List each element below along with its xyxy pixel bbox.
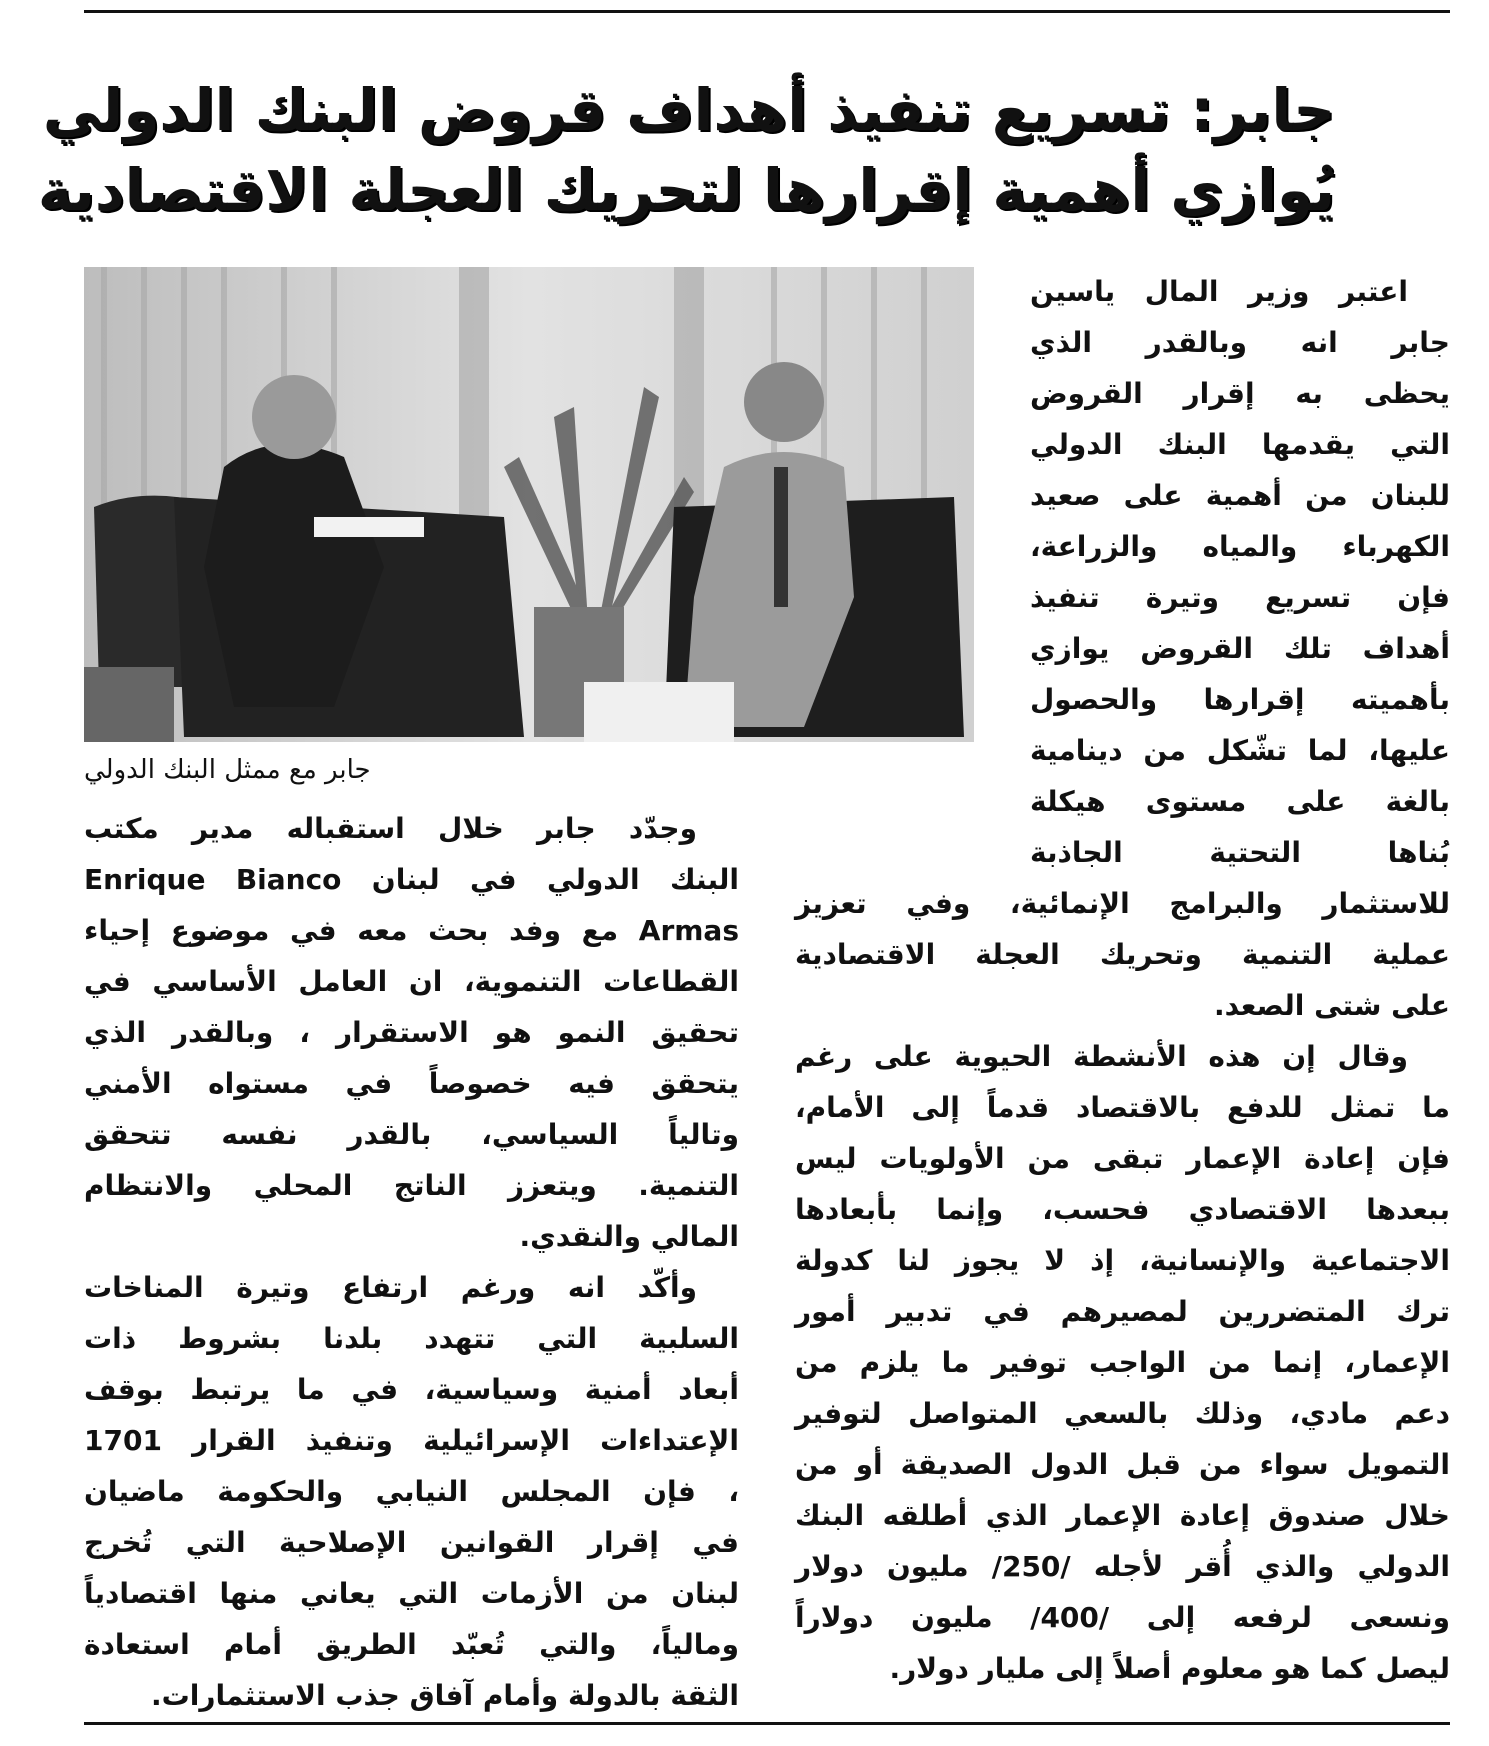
text-line: التنمية. ويتعزز الناتج المحلي والانتظام (84, 1169, 739, 1202)
text-line: الإعمار، إنما من الواجب توفير ما يلزم من (795, 1346, 1450, 1379)
headline-line-2: يُوازي أهمية إقرارها لتحريك العجلة الاقتصادية (37, 156, 1335, 224)
text-line: المالي والنقدي. (519, 1220, 739, 1253)
text-line: الثقة بالدولة وأمام آفاق جذب الاستثمارات. (151, 1679, 739, 1712)
text-line: بُناها التحتية الجاذبة (1030, 836, 1450, 869)
text-line: Armas مع وفد بحث معه في موضوع إحياء (84, 914, 739, 947)
text-line: يحظى به إقرار القروض (1030, 377, 1450, 410)
text-line: تحقيق النمو هو الاستقرار ، وبالقدر الذي (84, 1016, 739, 1049)
text-line: ونسعى لرفعه إلى /400/ مليون دولاراً (795, 1601, 1450, 1634)
text-line: التمويل سواء من قبل الدول الصديقة أو من (795, 1448, 1450, 1481)
text-line: ومالياً، والتي تُعبّد الطريق أمام استعادة (84, 1628, 739, 1661)
text-line: لبنان من الأزمات التي يعاني منها اقتصادياً (84, 1577, 739, 1610)
text-line: جابر انه وبالقدر الذي (1030, 326, 1450, 359)
text-line: ما تمثل للدفع بالاقتصاد قدماً إلى الأمام، (795, 1091, 1450, 1124)
text-line: ، فإن المجلس النيابي والحكومة ماضيان (84, 1475, 739, 1508)
text-line: وتالياً السياسي، بالقدر نفسه تتحقق (84, 1118, 739, 1151)
text-line: السلبية التي تتهدد بلدنا بشروط ذات (84, 1322, 739, 1355)
right-column-bottom (795, 878, 1450, 1694)
text-line: أهداف تلك القروض يوازي (1030, 632, 1450, 665)
article-photo (84, 267, 974, 742)
text-line: القطاعات التنموية، ان العامل الأساسي في (84, 965, 739, 998)
text-line: وجدّد جابر خلال استقباله مدير مكتب (84, 812, 697, 845)
text-line: وقال إن هذه الأنشطة الحيوية على رغم (795, 1040, 1408, 1073)
meeting-photo-image (84, 267, 974, 742)
text-line: الإعتداءات الإسرائيلية وتنفيذ القرار 1701 (84, 1424, 739, 1457)
text-line: عليها، لما تشّكل من دينامية (1030, 734, 1450, 767)
headline (37, 70, 1335, 230)
text-line: الدولي والذي أُقر لأجله /250/ مليون دولار (795, 1550, 1450, 1583)
text-line: على شتى الصعد. (1214, 989, 1450, 1022)
text-line: يتحقق فيه خصوصاً في مستواه الأمني (84, 1067, 739, 1100)
left-column (84, 803, 739, 1721)
right-column-top (1030, 266, 1450, 878)
text-line: خلال صندوق إعادة الإعمار الذي أطلقه البنك (795, 1499, 1450, 1532)
text-line: الاجتماعية والإنسانية، إذ لا يجوز لنا كدولة (795, 1244, 1450, 1277)
text-line: دعم مادي، وذلك بالسعي المتواصل لتوفير (795, 1397, 1450, 1430)
text-line: وأكّد انه ورغم ارتفاع وتيرة المناخات (84, 1271, 697, 1304)
photo-caption (84, 752, 974, 788)
text-line: فإن تسريع وتيرة تنفيذ (1030, 581, 1450, 614)
text-line: عملية التنمية وتحريك العجلة الاقتصادية (795, 938, 1450, 971)
bottom-rule (84, 1722, 1450, 1725)
text-line: الكهرباء والمياه والزراعة، (1030, 530, 1450, 563)
text-line: التي يقدمها البنك الدولي (1030, 428, 1450, 461)
photo-caption-text: جابر مع ممثل البنك الدولي (84, 755, 371, 785)
text-line: فإن إعادة الإعمار تبقى من الأولويات ليس (795, 1142, 1450, 1175)
text-line: بأهميته إقرارها والحصول (1030, 683, 1450, 716)
text-line: اعتبر وزير المال ياسين (1030, 275, 1408, 308)
headline-line-1: جابر: تسريع تنفيذ أهداف قروض البنك الدولي (42, 76, 1335, 144)
text-line: البنك الدولي في لبنان Enrique Bianco (84, 863, 739, 896)
text-line: في إقرار القوانين الإصلاحية التي تُخرج (84, 1526, 739, 1559)
text-line: للاستثمار والبرامج الإنمائية، وفي تعزيز (795, 887, 1450, 920)
text-line: ليصل كما هو معلوم أصلاً إلى مليار دولار. (889, 1652, 1450, 1685)
text-line: أبعاد أمنية وسياسية، في ما يرتبط بوقف (84, 1373, 739, 1406)
top-rule (84, 10, 1450, 13)
text-line: بالغة على مستوى هيكلة (1030, 785, 1450, 818)
text-line: ترك المتضررين لمصيرهم في تدبير أمور (795, 1295, 1450, 1328)
text-line: للبنان من أهمية على صعيد (1030, 479, 1450, 512)
text-line: ببعدها الاقتصادي فحسب، وإنما بأبعادها (795, 1193, 1450, 1226)
